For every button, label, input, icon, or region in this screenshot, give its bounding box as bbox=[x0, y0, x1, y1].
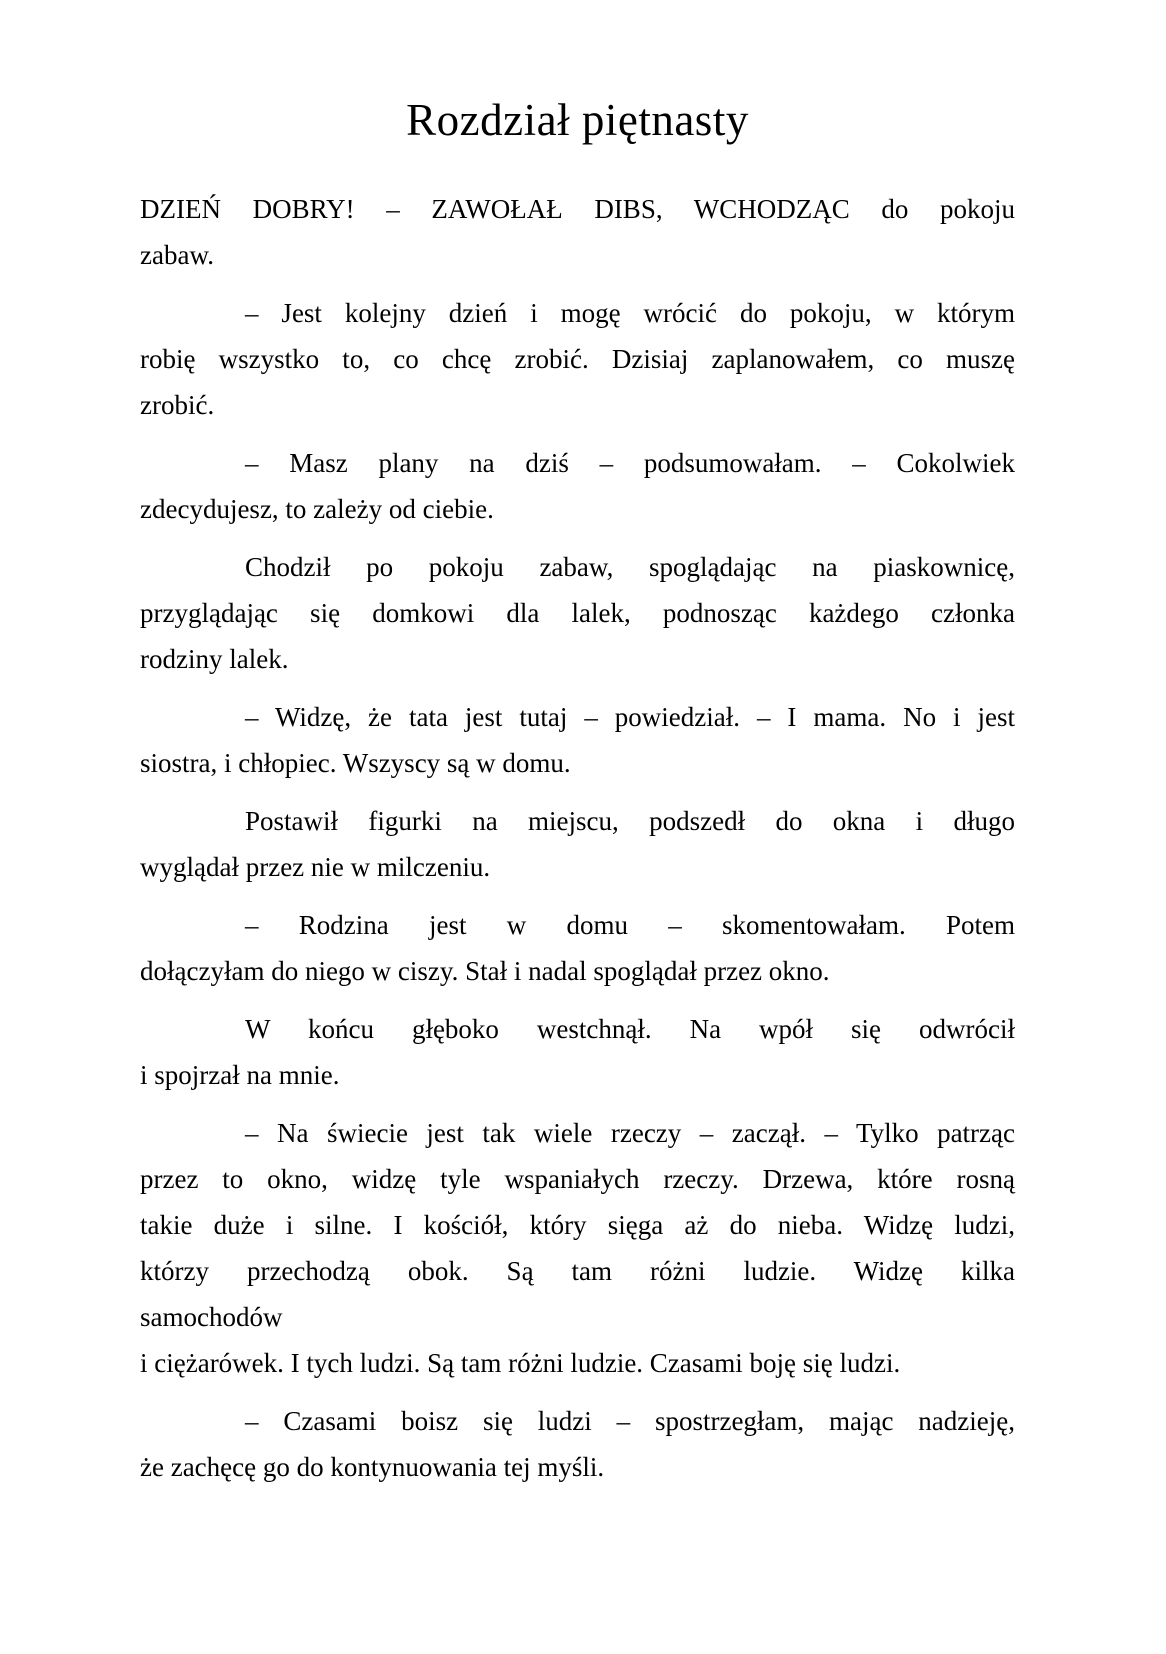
paragraph bbox=[140, 186, 1015, 278]
paragraph bbox=[140, 1006, 1015, 1098]
text-line: – Masz plany na dziś – podsumowałam. – Cokolwiek bbox=[245, 448, 1015, 478]
text-line: Postawił figurki na miejscu, podszedł do okna i długo bbox=[245, 806, 1015, 836]
text-line: takie duże i silne. I kościół, który sięga aż do nieba. Widzę ludzi, bbox=[140, 1210, 1015, 1240]
text-line: zrobić. bbox=[140, 390, 215, 420]
text-line: W końcu głęboko westchnął. Na wpół się odwrócił bbox=[245, 1014, 1015, 1044]
paragraph bbox=[140, 1398, 1015, 1490]
text-line: – Widzę, że tata jest tutaj – powiedział. – I mama. No i jest bbox=[245, 702, 1015, 732]
text-line: zdecydujesz, to zależy od ciebie. bbox=[140, 494, 494, 524]
text-line: Chodził po pokoju zabaw, spoglądając na piaskownicę, bbox=[245, 552, 1015, 582]
text-line: wyglądał przez nie w milczeniu. bbox=[140, 852, 491, 882]
paragraph bbox=[140, 290, 1015, 428]
text-line: i spojrzał na mnie. bbox=[140, 1060, 340, 1090]
text-line: przez to okno, widzę tyle wspaniałych rzeczy. Drzewa, które rosną bbox=[140, 1164, 1015, 1194]
text-line: siostra, i chłopiec. Wszyscy są w domu. bbox=[140, 748, 571, 778]
text-line: DZIEŃ DOBRY! – ZAWOŁAŁ DIBS, WCHODZĄC do pokoju bbox=[140, 194, 1015, 224]
paragraph bbox=[140, 694, 1015, 786]
text-line: robię wszystko to, co chcę zrobić. Dzisiaj zaplanowałem, co muszę bbox=[140, 344, 1015, 374]
text-line: przyglądając się domkowi dla lalek, podnosząc każdego członka bbox=[140, 598, 1015, 628]
text-line: – Na świecie jest tak wiele rzeczy – zaczął. – Tylko patrząc bbox=[245, 1118, 1015, 1148]
text-line: i ciężarówek. I tych ludzi. Są tam różni ludzie. Czasami boję się ludzi. bbox=[140, 1348, 901, 1378]
text-line: – Jest kolejny dzień i mogę wrócić do pokoju, w którym bbox=[245, 298, 1015, 328]
paragraph bbox=[140, 440, 1015, 532]
page-body bbox=[140, 186, 1015, 1490]
text-line: że zachęcę go do kontynuowania tej myśli. bbox=[140, 1452, 605, 1482]
text-line: którzy przechodzą obok. Są tam różni ludzie. Widzę kilka bbox=[140, 1256, 1015, 1286]
paragraph bbox=[140, 798, 1015, 890]
text-line: zabaw. bbox=[140, 240, 214, 270]
chapter-title: Rozdział piętnasty bbox=[406, 95, 749, 145]
text-line: rodziny lalek. bbox=[140, 644, 289, 674]
paragraph bbox=[140, 902, 1015, 994]
text-line: – Rodzina jest w domu – skomentowałam. Potem bbox=[245, 910, 1015, 940]
paragraph bbox=[140, 1110, 1015, 1386]
text-line: – Czasami boisz się ludzi – spostrzegłam, mając nadzieję, bbox=[245, 1406, 1015, 1436]
text-line: dołączyłam do niego w ciszy. Stał i nadal spoglądał przez okno. bbox=[140, 956, 830, 986]
paragraph bbox=[140, 544, 1015, 682]
text-line: samochodów bbox=[140, 1302, 283, 1332]
